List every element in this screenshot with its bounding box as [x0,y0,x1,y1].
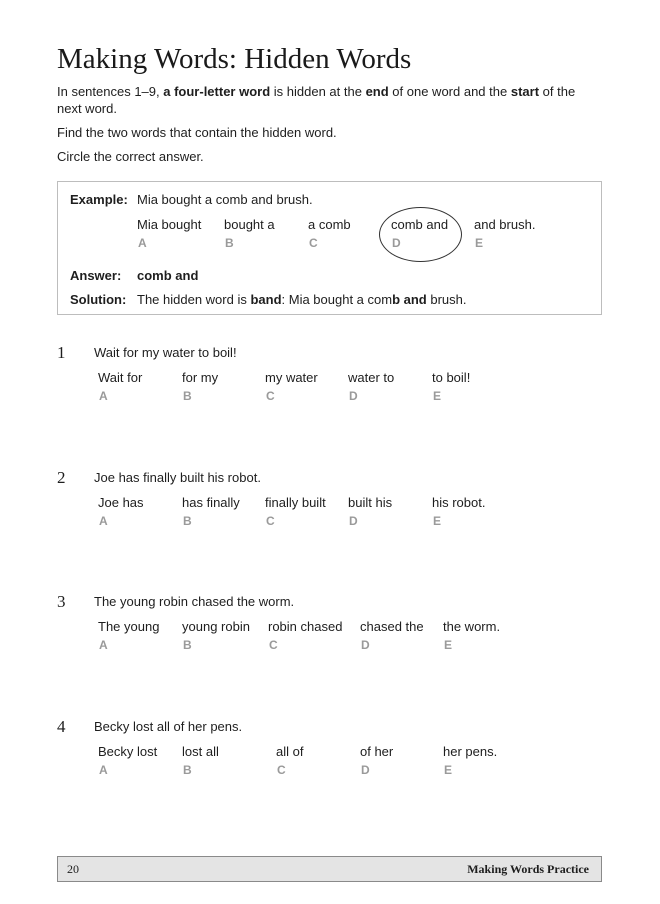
example-letter-c: C [309,236,318,250]
option-e[interactable]: her pens. [443,744,498,759]
option-letter-d: D [361,638,370,652]
option-c[interactable]: robin chased [268,619,343,634]
question-sentence: Joe has finally built his robot. [94,470,261,485]
question-sentence: The young robin chased the worm. [94,594,295,609]
option-letter-a: A [99,389,108,403]
option-letter-c: C [269,638,278,652]
solution-label: Solution: [70,292,127,307]
option-b[interactable]: for my [182,370,219,385]
option-b[interactable]: young robin [182,619,250,634]
page-footer [57,856,602,882]
option-letter-b: B [183,389,192,403]
option-d[interactable]: built his [348,495,393,510]
option-letter-a: A [99,763,108,777]
instruction-text: In sentences 1–9, [57,84,164,99]
option-a[interactable]: Becky lost [98,744,158,759]
instruction-paragraph-3: Circle the correct answer. [57,149,204,164]
instruction-bold-text: end [365,84,389,99]
solution-text-part: brush. [426,292,467,307]
option-letter-d: D [349,514,358,528]
option-letter-e: E [433,514,442,528]
question-number: 4 [57,717,66,736]
solution-text-part: : Mia bought a com [281,292,393,307]
footer-book-title: Making Words Practice [467,862,589,876]
option-letter-e: E [444,763,453,777]
example-option-c: a comb [308,217,351,232]
example-box [57,181,602,315]
option-letter-a: A [99,638,108,652]
instruction-paragraph-1 [57,83,597,117]
example-option-d: comb and [391,217,449,232]
option-letter-c: C [277,763,286,777]
option-letter-b: B [183,763,192,777]
question-3 [0,594,660,684]
solution-text [137,292,467,308]
option-e[interactable]: the worm. [443,619,501,634]
example-sentence: Mia bought a comb and brush. [137,192,313,207]
example-letter-e: E [475,236,484,250]
solution-bold-part: band [250,292,282,307]
example-letter-b: B [225,236,234,250]
instruction-bold-text: a four-letter word [163,84,271,99]
example-option-a: Mia bought [137,217,202,232]
option-d[interactable]: of her [360,744,394,759]
option-d[interactable]: chased the [360,619,424,634]
solution-bold-part: b and [392,292,427,307]
question-1 [0,345,660,435]
question-number: 1 [57,343,66,362]
question-sentence: Wait for my water to boil! [94,345,237,360]
option-c[interactable]: all of [276,744,304,759]
option-d[interactable]: water to [348,370,395,385]
option-letter-b: B [183,638,192,652]
option-letter-e: E [444,638,453,652]
question-number: 3 [57,592,66,611]
question-sentence: Becky lost all of her pens. [94,719,243,734]
instruction-text: is hidden at the [270,84,366,99]
example-letter-d: D [392,236,401,250]
example-letter-a: A [138,236,147,250]
option-a[interactable]: Wait for [98,370,143,385]
page-title: Making Words: Hidden Words [57,43,412,75]
question-2 [0,470,660,560]
example-option-b: bought a [224,217,275,232]
option-letter-c: C [266,514,275,528]
option-letter-d: D [349,389,358,403]
option-a[interactable]: The young [98,619,160,634]
option-e[interactable]: to boil! [432,370,471,385]
option-c[interactable]: my water [265,370,318,385]
option-letter-c: C [266,389,275,403]
instruction-text: of one word and the [388,84,511,99]
example-option-e: and brush. [474,217,536,232]
option-letter-a: A [99,514,108,528]
option-e[interactable]: his robot. [432,495,486,510]
option-b[interactable]: lost all [182,744,219,759]
answer-label: Answer: [70,268,122,283]
answer-value: comb and [137,268,199,283]
option-letter-e: E [433,389,442,403]
question-4 [0,719,660,809]
option-b[interactable]: has finally [182,495,240,510]
instruction-text: of the next word. [57,84,576,116]
answer-circle [379,207,462,262]
solution-text-part: The hidden word is [137,292,251,307]
question-number: 2 [57,468,66,487]
option-c[interactable]: finally built [265,495,326,510]
instruction-paragraph-2: Find the two words that contain the hidden word. [57,125,337,140]
example-label: Example: [70,192,128,207]
page-number: 20 [67,862,79,876]
option-letter-d: D [361,763,370,777]
option-letter-b: B [183,514,192,528]
instruction-bold-text: start [510,84,540,99]
option-a[interactable]: Joe has [98,495,144,510]
